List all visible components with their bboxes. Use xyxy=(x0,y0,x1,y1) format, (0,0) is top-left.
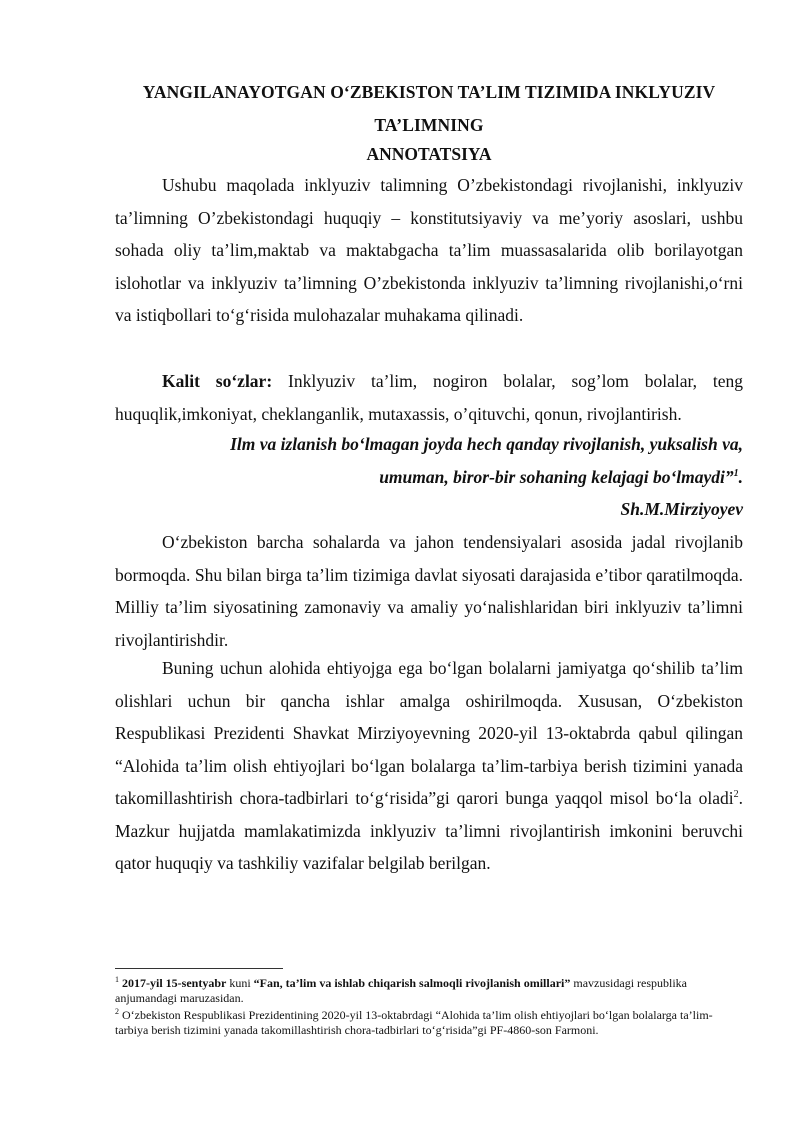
keywords-text: Inklyuziv ta’lim, nogiron bolalar, sog’lom bolalar, teng huquqlik,imkoniyat, cheklanganlik, mutaxassis, o’qituvchi, qonun, rivojlantirish. xyxy=(115,371,743,424)
footnote-ref-1[interactable]: 1 xyxy=(733,467,739,479)
keywords-label: Kalit so‘zlar: xyxy=(162,371,273,391)
footnote-1-title: “Fan, ta’lim va ishlab chiqarish salmoqli rivojlanish omillari” xyxy=(253,976,571,990)
article-title-line-2: TA’LIMNING xyxy=(374,115,484,135)
footnote-1-number: 1 xyxy=(115,975,119,984)
article-title-line-1: YANGILANAYOTGAN O‘ZBEKISTON TA’LIM TIZIMIDA INKLYUZIV xyxy=(142,82,716,102)
footnote-1-mid: kuni xyxy=(226,976,254,990)
epigraph-line-2 xyxy=(115,461,743,494)
epigraph-line-2-text: umuman, biror-bir sohaning kelajagi bo‘lmaydi” xyxy=(379,466,734,487)
footnote-2 xyxy=(115,1008,715,1038)
footnote-2-number: 2 xyxy=(115,1007,119,1016)
footnote-1 xyxy=(115,976,715,1006)
article-title xyxy=(115,76,743,142)
footnote-1-end: mavzusidagi respublika anjumandagi maruzasidan. xyxy=(115,976,688,1005)
body-paragraph-2-text-b: . Mazkur hujjatda mamlakatimizda inklyuziv ta’limni rivojlantirish imkonini beruvchi qator huquqiy va tashkiliy vazifalar belgilab berilgan. xyxy=(115,788,743,873)
epigraph-line-2-end: . xyxy=(738,466,743,487)
footnote-ref-2[interactable]: 2 xyxy=(733,789,739,801)
footnote-2-text: O‘zbekiston Respublikasi Prezidentining 2020-yil 13-oktabrdagi “Alohida ta’lim olish ehtiyojlari bo‘lgan bolalarga ta’lim-tarbiya berish tizimini yanada takomillashtirish chora-tadbirlari to‘g‘risida”gi PF-4860-son Farmoni. xyxy=(115,1008,713,1037)
body-paragraph-1: O‘zbekiston barcha sohalarda va jahon tendensiyalari asosida jadal rivojlanib bormoqda. Shu bilan birga ta’lim tizimiga davlat siyosati darajasida e’tibor qaratilmoqda. Milliy ta’lim siyosatining zamonaviy va amaliy yo‘nalishlaridan biri inklyuziv ta’limni rivojlantirishdir. xyxy=(115,532,743,650)
epigraph-author: Sh.M.Mirziyoyev xyxy=(620,499,743,519)
body-paragraph-2-text-a: Buning uchun alohida ehtiyojga ega bo‘lgan bolalarni jamiyatga qo‘shilib ta’lim olishlari uchun bir qancha ishlar amalga oshirilmoqda. Xususan, O‘zbekiston Respublikasi Prezidenti Shavkat Mirziyoyevning 2020-yil 13-oktabrda qabul qilingan “Alohida ta’lim olish ehtiyojlari bo‘lgan bolalarga ta’lim-tarbiya berish tizimini yanada takomillashtirish chora-tadbirlari to‘g‘risida”gi qarori bunga yaqqol misol bo‘la oladi xyxy=(115,658,743,808)
body-paragraph-2 xyxy=(115,652,743,880)
footnote-1-date: 2017-yil 15-sentyabr xyxy=(122,976,227,990)
epigraph xyxy=(115,428,743,493)
annotation-heading: ANNOTATSIYA xyxy=(366,144,492,164)
annotation-paragraph: Ushubu maqolada inklyuziv talimning O’zbekistondagi rivojlanishi, inklyuziv ta’limning O’zbekistondagi huquqiy – konstitutsiyaviy va me’yoriy asoslari, ushbu sohada oliy ta’lim,maktab va maktabgacha ta’lim muassasalarida olib borilayotgan islohotlar va inklyuziv ta’limning O’zbekistonda inklyuziv ta’limning rivojlanishi,o‘rni va istiqbollari to‘g‘risida mulohazalar muhakama qilinadi. xyxy=(115,175,743,325)
keywords-paragraph xyxy=(115,365,743,430)
epigraph-line-1: Ilm va izlanish bo‘lmagan joyda hech qanday rivojlanish, yuksalish va, xyxy=(230,434,743,454)
footnote-separator xyxy=(115,968,283,969)
